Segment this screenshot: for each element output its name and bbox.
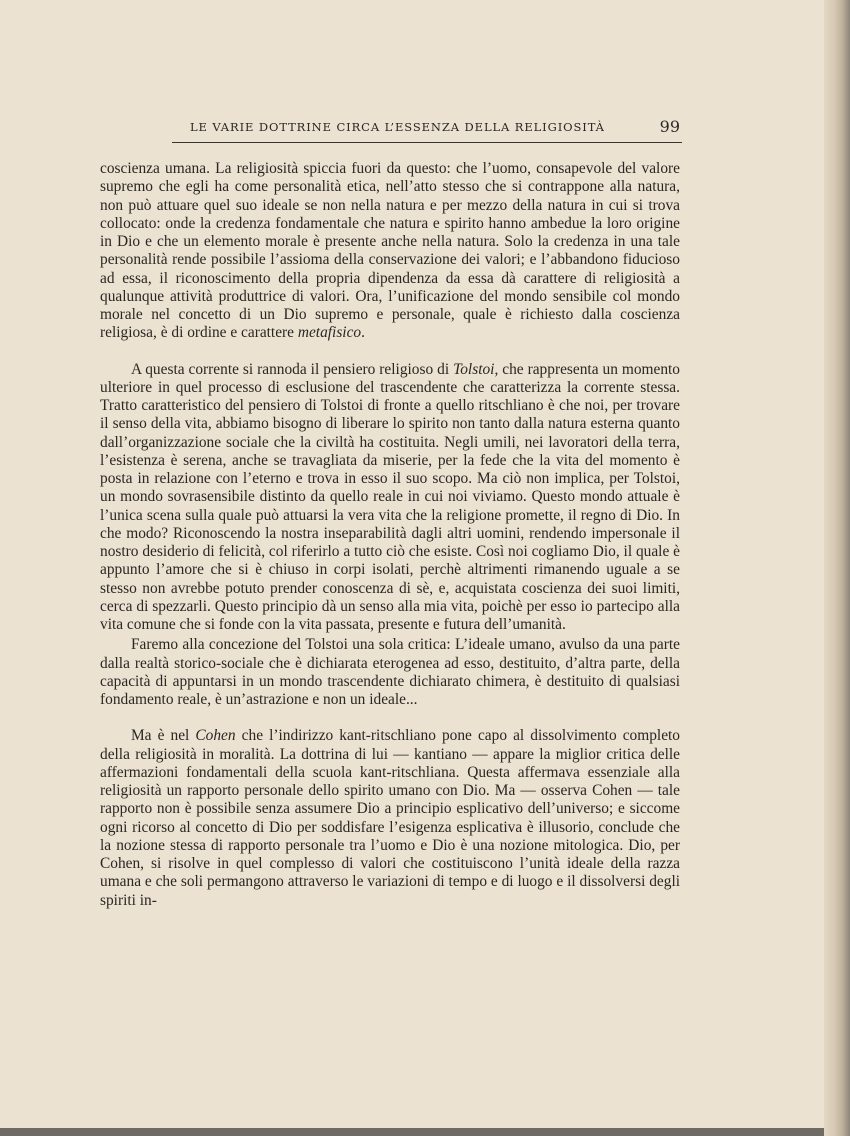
paragraph-1-lead: coscienza umana. La religiosità spiccia fuori da questo: che l’uomo, consapevole del valore supremo che egli ha come personalità etica, nell’atto stesso che si contrappone alla natura, non può attuare quel suo ideale se non nella natura e per mezzo della natura in cui si trova collocato: onde la credenza fondamentale che natura e spirito hanno ambedue la loro origine in Dio e che un elemento morale è presente anche nella natura. Solo la credenza in una tale personalità rende possibile l’assioma della conservazione dei valori; e l’abbandono fiducioso ad essa, il riconoscimento della propria dipendenza da essa dà carattere di religiosità a qualunque attività produttrice di valori. Ora, l’unificazione del mondo sensibile col mondo morale nel concetto di un Dio supremo e personale, quale è richiesto dalla coscienza religiosa, è di ordine e carattere [100,160,680,342]
paragraph-4 [100,727,680,910]
paragraph-2-tail: , che rappresenta un momento ulteriore in quel processo di esclusione del trascendente che caratterizza la corrente stessa. Tratto caratteristico del pensiero di Tolstoi di fronte a quello ritschliano è che noi, per trovare il senso della vita, abbiamo bisogno di liberare lo spirito non tanto dalla natura esterna quanto dall’organizzazione sociale che la civiltà ha costituita. Negli umili, nei lavoratori della terra, l’esistenza è serena, anche se travagliata da miserie, per la fede che la vita del momento è posta in relazione con l’eterno e trova in esso il suo scopo. Ma ciò non implica, per Tolstoi, un mondo sovrasensibile distinto da quello reale in cui noi viviamo. Questo mondo attuale è l’unica scena sulla quale può attuarsi la vera vita che la religione promette, il regno di Dio. In che modo? Riconoscendo la nostra inseparabilità dagli altri uomini, rendendo impersonale il nostro desiderio di felicità, col riferirlo a tutto ciò che esiste. Così noi cogliamo Dio, il quale è appunto l’amore che si è chiuso in corpi isolati, perchè altrimenti rimanendo uguale a se stesso non avrebbe potuto prender conoscenza di sè, e, acquistata coscienza dei suoi limiti, cerca di spezzarli. Questo principio dà un senso alla mia vita, poichè per esso io partecipo alla vita comune che si fonde con la vita passata, presente e futura dell’umanità. [100,360,680,633]
paragraph-3-lead: Faremo alla concezione del Tolstoi una sola critica: L’ideale umano, avulso da una parte dalla realtà storico-sociale che è dichiarata eterogenea ad esso, destituito, d’altra parte, della capacità di appuntarsi in un mondo trascendente dichiarato chimera, è destituito di qualsiasi fondamento reale, è un’astrazione e non un ideale... [100,636,680,708]
paragraph-1-tail: . [361,324,365,342]
paragraph-3 [100,636,680,709]
page-header [172,116,682,143]
body-text [100,160,680,910]
paragraph-4-emphasis: Cohen [195,727,236,745]
running-head: LE VARIE DOTTRINE CIRCA L’ESSENZA DELLA RELIGIOSITÀ [190,120,605,134]
paragraph-1 [100,160,680,343]
paragraph-4-lead: Ma è nel [131,727,196,745]
paragraph-1-emphasis: metafisico [297,324,362,342]
paragraph-2-lead: A questa corrente si rannoda il pensiero religioso di [131,360,454,378]
paragraph-4-tail: che l’indirizzo kant-ritschliano pone capo al dissolvimento completo della religiosità in moralità. La dottrina di lui — kantiano — appare la miglior critica delle affermazioni fondamentali della scuola kant-ritschliana. Questa affermava essenziale alla religiosità un rapporto personale dello spirito umano con Dio. Ma — osserva Cohen — tale rapporto non è possibile senza assumere Dio a principio esplicativo dell’universo; e siccome ogni ricorso al concetto di Dio per soddisfare l’esigenza esplicativa è illusorio, conclude che la nozione stessa di rapporto personale tra l’uomo e Dio è una nozione mitologica. Dio, per Cohen, si risolve in quel complesso di valori che costituiscono l’unità ideale della razza umana e che soli permangono attraverso le variazioni di tempo e di luogo e il dissolversi degli spiriti in- [100,727,680,909]
page-edge [824,0,850,1136]
paragraph-2 [100,361,680,635]
page-number: 99 [659,117,680,136]
paragraph-2-emphasis: Tolstoi [453,360,495,378]
